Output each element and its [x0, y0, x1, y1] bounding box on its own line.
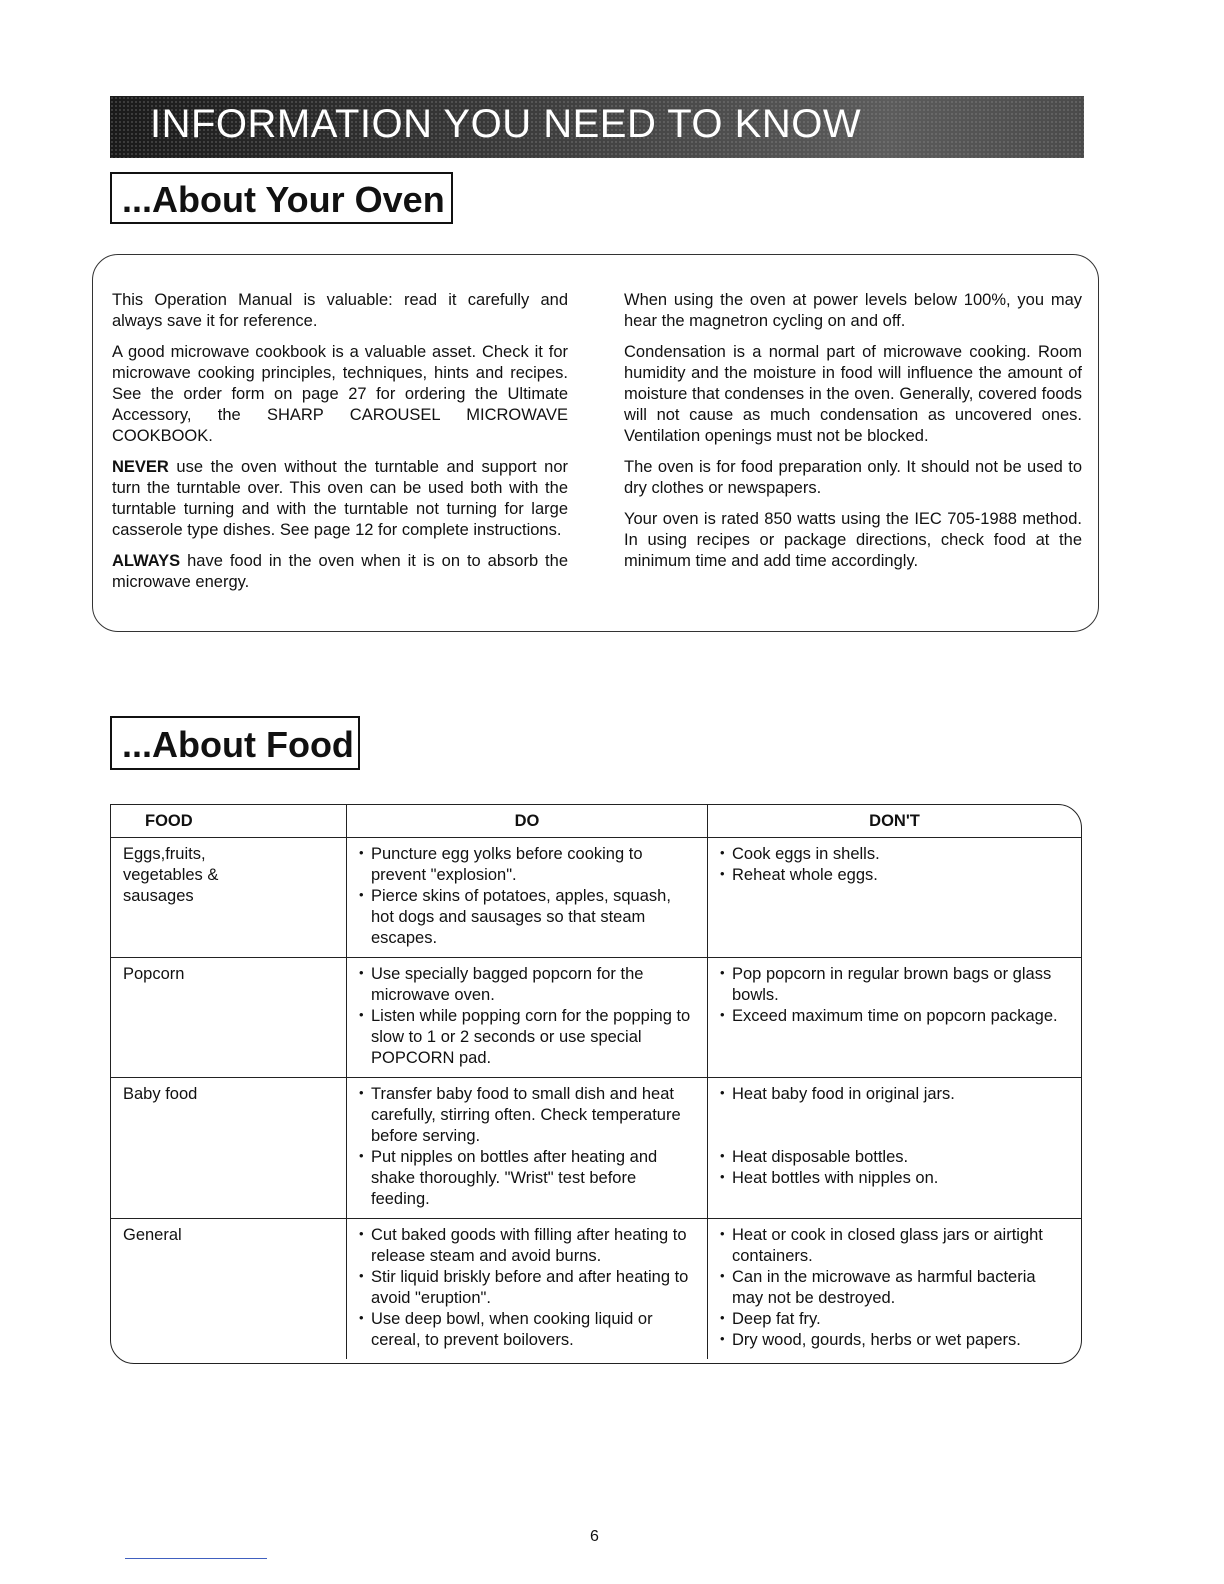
dont-cell	[708, 1078, 1082, 1219]
dont-item: • Cook eggs in shells.	[718, 844, 1071, 865]
section-banner	[110, 96, 1084, 158]
do-item: • Pierce skins of potatoes, apples, squash, hot dogs and sausages so that steam escapes.	[357, 886, 697, 949]
about-food-heading: ...About Food	[110, 716, 360, 770]
do-item: • Cut baked goods with filling after heating to release steam and avoid burns.	[357, 1225, 697, 1267]
food-cell: General	[111, 1219, 347, 1360]
do-item: • Transfer baby food to small dish and heat carefully, stirring often. Check temperature before serving.	[357, 1084, 697, 1147]
dont-item: • Heat bottles with nipples on.	[718, 1168, 1071, 1189]
oven-paragraph: A good microwave cookbook is a valuable asset. Check it for microwave cooking principles, techniques, hints and recipes. See the order form on page 27 for ordering the Ultimate Accessory, the SHARP CAROUSEL MICROWAVE COOKBOOK.	[112, 343, 568, 445]
oven-paragraph: ALWAYS have food in the oven when it is on to absorb the microwave energy.	[112, 552, 568, 591]
dont-item: • Heat disposable bottles.	[718, 1147, 1071, 1168]
dont-item: • Pop popcorn in regular brown bags or glass bowls.	[718, 964, 1071, 1006]
dont-cell	[708, 958, 1082, 1078]
do-cell	[347, 1219, 708, 1360]
do-item: • Stir liquid briskly before and after heating to avoid "eruption".	[357, 1267, 697, 1309]
oven-info-left-column	[112, 290, 568, 603]
oven-paragraph: Condensation is a normal part of microwave cooking. Room humidity and the moisture in food will influence the amount of moisture that condenses in the oven. Generally, covered foods will not cause as much condensation as uncovered ones. Ventilation openings must not be blocked.	[624, 343, 1082, 445]
oven-paragraph: This Operation Manual is valuable: read it carefully and always save it for reference.	[112, 291, 568, 330]
table-row	[111, 958, 1081, 1078]
do-item: • Use deep bowl, when cooking liquid or cereal, to prevent boilovers.	[357, 1309, 697, 1351]
do-cell	[347, 958, 708, 1078]
do-item: • Put nipples on bottles after heating and shake thoroughly. "Wrist" test before feeding.	[357, 1147, 697, 1210]
dont-item: • Deep fat fry.	[718, 1309, 1071, 1330]
column-header-food: FOOD	[111, 805, 347, 838]
dont-cell	[708, 838, 1082, 958]
column-header-do: DO	[347, 805, 708, 838]
food-cell: Popcorn	[111, 958, 347, 1078]
dont-item: • Dry wood, gourds, herbs or wet papers.	[718, 1330, 1071, 1351]
oven-info-right-column	[624, 290, 1082, 582]
table-row	[111, 838, 1081, 958]
do-item: • Puncture egg yolks before cooking to prevent "explosion".	[357, 844, 697, 886]
do-cell	[347, 838, 708, 958]
dont-item: • Can in the microwave as harmful bacteria may not be destroyed.	[718, 1267, 1071, 1309]
banner-title: INFORMATION YOU NEED TO KNOW	[150, 102, 862, 146]
column-header-dont: DON'T	[708, 805, 1082, 838]
oven-paragraph: When using the oven at power levels below 100%, you may hear the magnetron cycling on and off.	[624, 291, 1082, 330]
food-do-dont-table	[111, 805, 1081, 1359]
food-cell: Eggs,fruits, vegetables & sausages	[123, 845, 219, 905]
footer-divider	[125, 1558, 267, 1559]
dont-item: • Heat baby food in original jars.	[718, 1084, 1071, 1105]
food-cell: Baby food	[111, 1078, 347, 1219]
dont-item: • Exceed maximum time on popcorn package.	[718, 1006, 1071, 1027]
dont-item: • Reheat whole eggs.	[718, 865, 1071, 886]
dont-item: • Heat or cook in closed glass jars or airtight containers.	[718, 1225, 1071, 1267]
oven-paragraph: NEVER use the oven without the turntable and support nor turn the turntable over. This oven can be used both with the turntable turning and with the turntable not turning for large casserole type dishes. See page 12 for complete instructions.	[112, 458, 568, 539]
table-row	[111, 1219, 1081, 1360]
table-header-row	[111, 805, 1081, 838]
do-cell	[347, 1078, 708, 1219]
dont-cell	[708, 1219, 1082, 1360]
oven-paragraph: The oven is for food preparation only. It should not be used to dry clothes or newspapers.	[624, 458, 1082, 497]
page-number: 6	[590, 1528, 599, 1545]
food-table-frame	[110, 804, 1082, 1364]
do-item: • Listen while popping corn for the popping to slow to 1 or 2 seconds or use special POPCORN pad.	[357, 1006, 697, 1069]
table-row	[111, 1078, 1081, 1219]
oven-paragraph: Your oven is rated 850 watts using the IEC 705-1988 method. In using recipes or package directions, check food at the minimum time and add time accordingly.	[624, 510, 1082, 570]
about-oven-heading: ...About Your Oven	[110, 172, 453, 224]
do-item: • Use specially bagged popcorn for the microwave oven.	[357, 964, 697, 1006]
